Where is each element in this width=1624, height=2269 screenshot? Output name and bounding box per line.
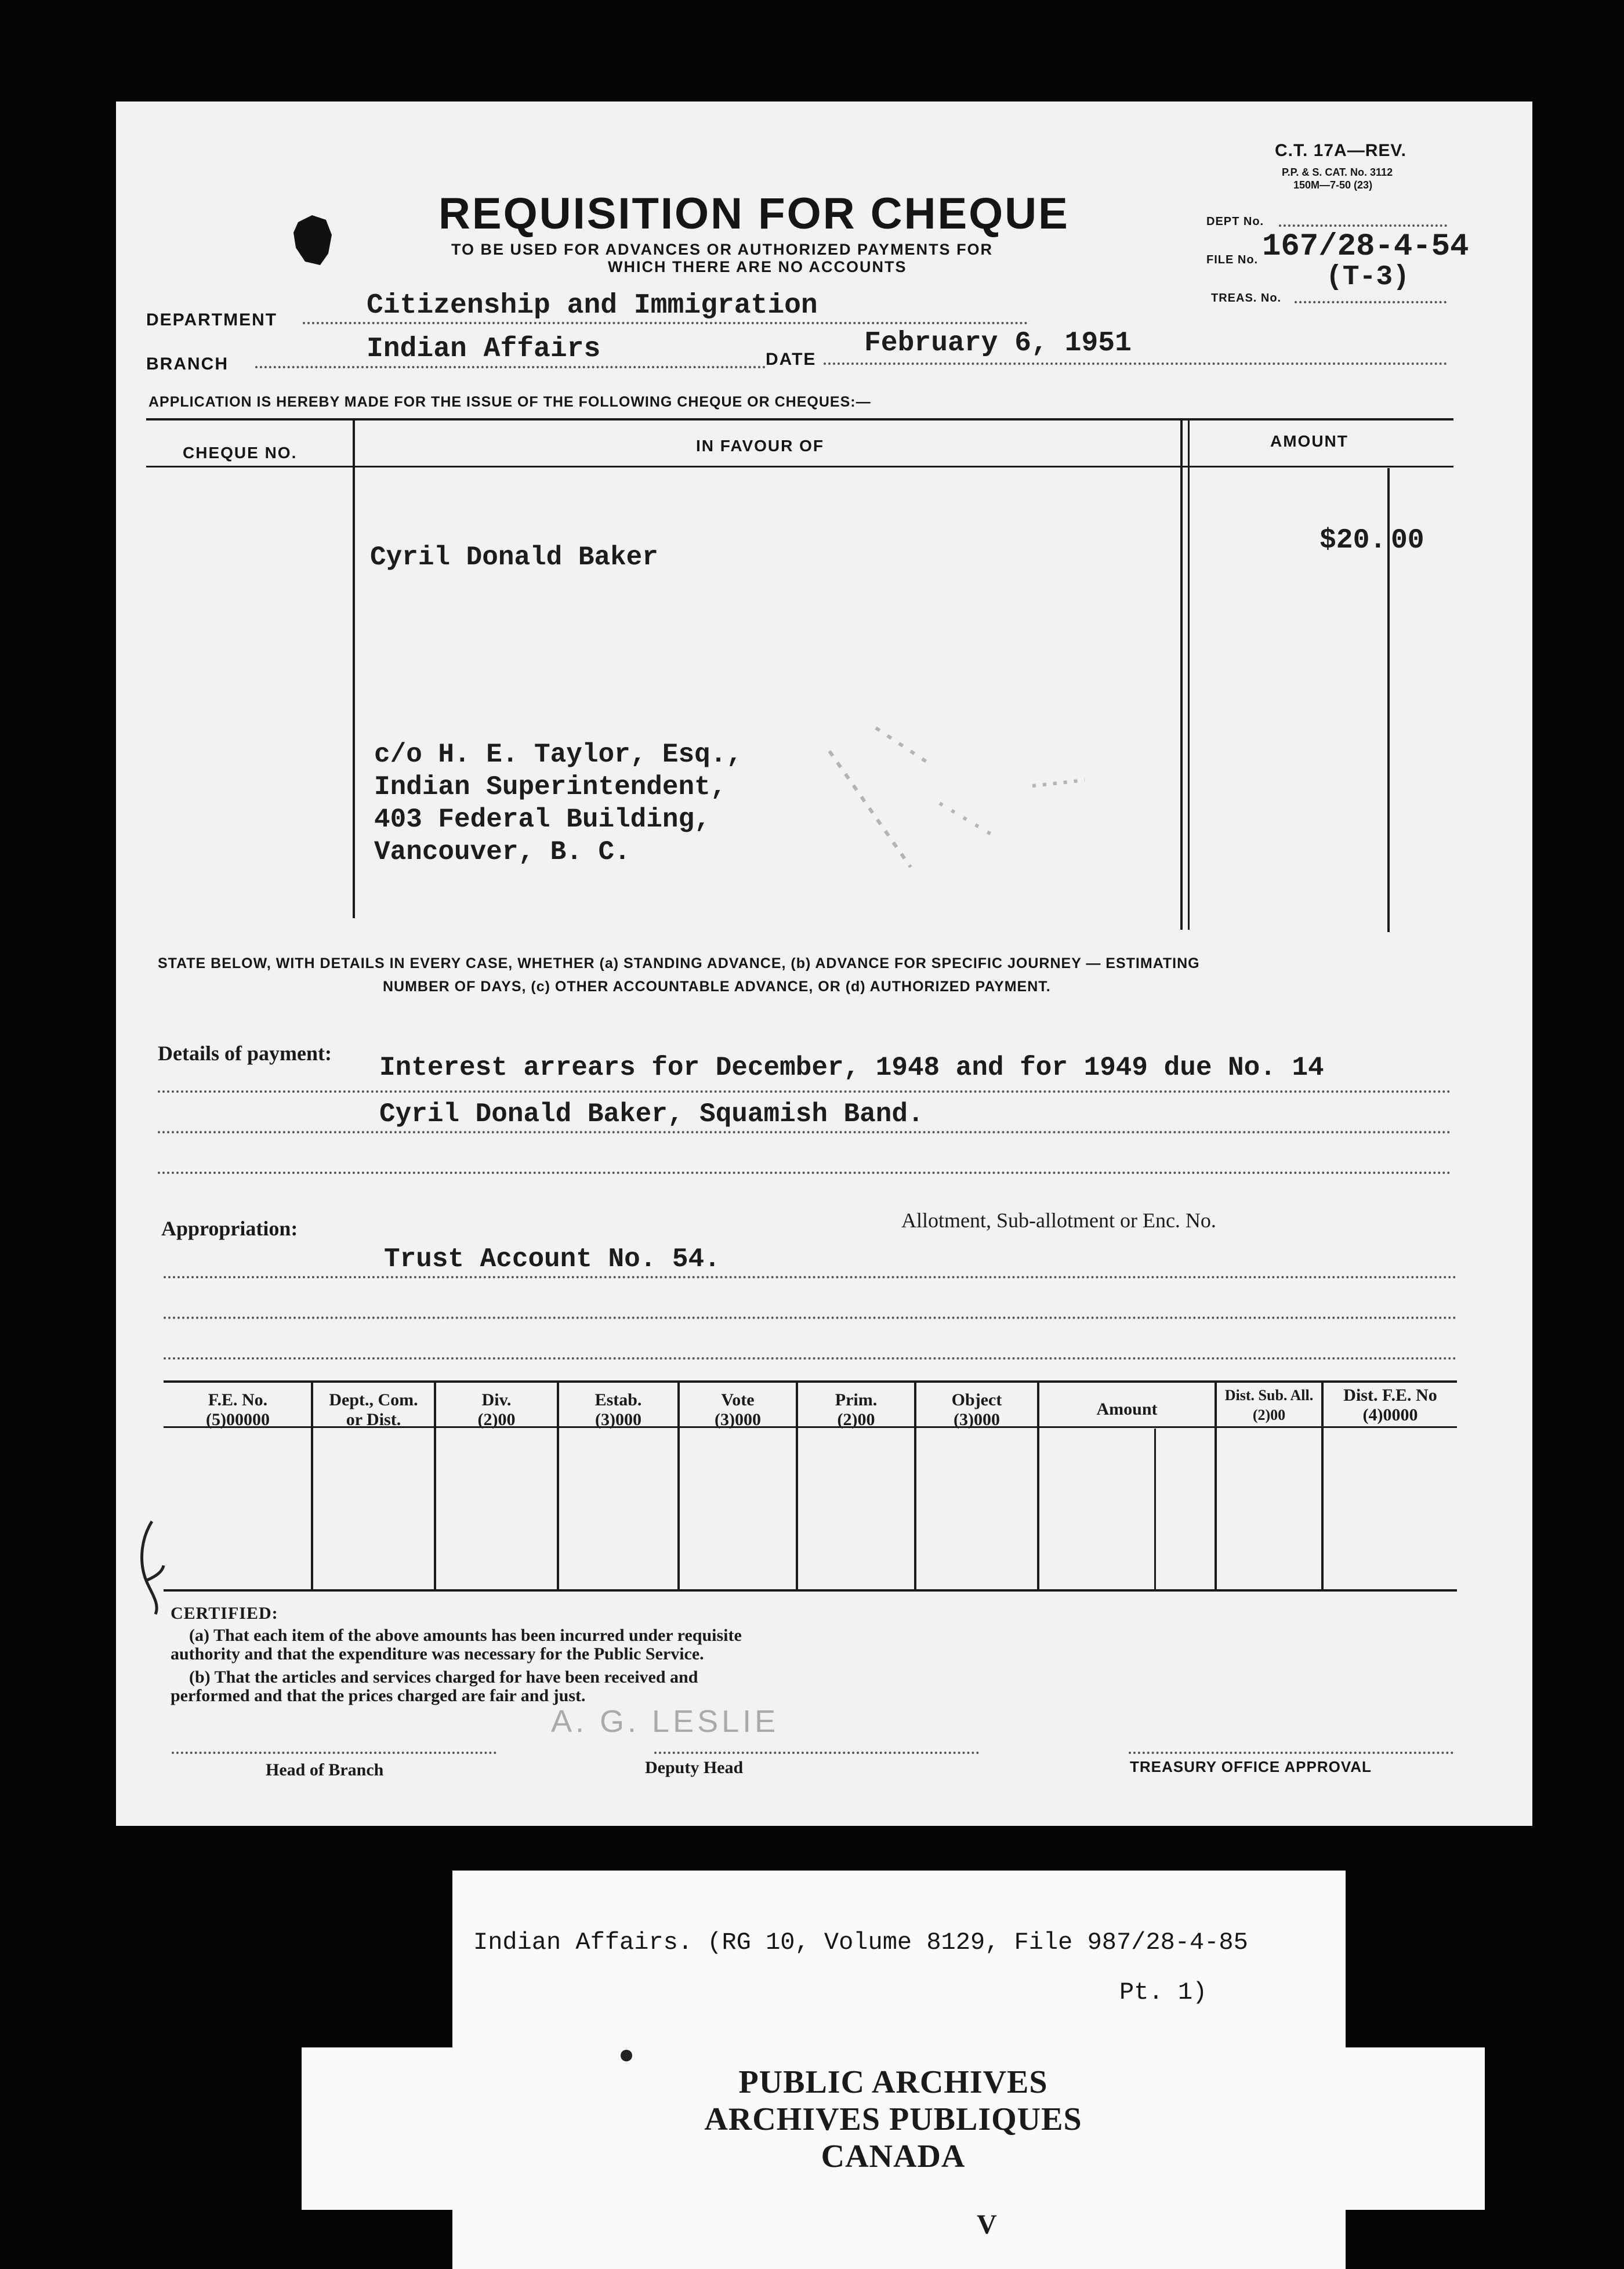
department-label: DEPARTMENT — [146, 310, 278, 329]
certified-a-line-2: authority and that the expenditure was necessary for the Public Service. — [171, 1644, 704, 1663]
print-run: 150M—7-50 (23) — [1293, 179, 1373, 191]
requisition-form — [116, 102, 1532, 1826]
signature-stamp: A. G. LESLIE — [551, 1704, 780, 1739]
treas-no-label: TREAS. No. — [1211, 292, 1282, 305]
appropriation-label: Appropriation: — [161, 1217, 298, 1240]
coding-col-dist-fe-no: Dist. F.E. No (4)0000 — [1343, 1386, 1437, 1425]
file-no-value: 167/28-4-54 — [1262, 229, 1469, 264]
address-line-1: c/o H. E. Taylor, Esq., — [374, 740, 742, 770]
branch-label: BRANCH — [146, 354, 229, 374]
catalogue-number: P.P. & S. CAT. No. 3112 — [1282, 166, 1393, 178]
certified-b-line-2: performed and that the prices charged are fair and just. — [171, 1686, 586, 1705]
application-statement: APPLICATION IS HEREBY MADE FOR THE ISSUE OF THE FOLLOWING CHEQUE OR CHEQUES:— — [148, 394, 871, 410]
certified-title: CERTIFIED: — [171, 1604, 278, 1623]
payee-name[interactable]: Cyril Donald Baker — [370, 542, 658, 572]
coding-col-vote: Vote (3)000 — [715, 1390, 761, 1429]
address-line-3: 403 Federal Building, — [374, 804, 710, 835]
form-code: C.T. 17A—REV. — [1275, 141, 1406, 160]
details-line-2[interactable]: Cyril Donald Baker, Squamish Band. — [379, 1099, 924, 1129]
appropriation-field[interactable]: Trust Account No. 54. — [384, 1244, 720, 1274]
head-of-branch-label: Head of Branch — [266, 1760, 384, 1779]
archive-bottom-card — [452, 2204, 1346, 2269]
certified-a-line-1: (a) That each item of the above amounts has been incurred under requisite — [189, 1626, 742, 1645]
coding-col-amount: Amount — [1096, 1400, 1158, 1419]
archive-reference-line-1: Indian Affairs. (RG 10, Volume 8129, File 987/28-4-85 — [473, 1929, 1248, 1956]
archives-en: PUBLIC ARCHIVES — [738, 2064, 1048, 2100]
ink-speck — [615, 2047, 638, 2065]
amount-cents[interactable]: 00 — [1391, 525, 1424, 556]
faint-stamp — [812, 716, 1137, 925]
archive-reference-card — [452, 1871, 1346, 2068]
file-no-label: FILE No. — [1206, 253, 1259, 266]
archives-country: CANADA — [821, 2138, 966, 2174]
table-top-border — [146, 418, 1453, 421]
details-line-1[interactable]: Interest arrears for December, 1948 and for 1949 due No. 14 — [379, 1053, 1324, 1083]
coding-table-top — [164, 1380, 1457, 1383]
treasury-approval-label: TREASURY OFFICE APPROVAL — [1130, 1758, 1372, 1775]
form-subtitle-1: TO BE USED FOR ADVANCES OR AUTHORIZED PAYMENTS FOR — [451, 241, 994, 258]
archive-reference-line-2: Pt. 1) — [1119, 1978, 1208, 2006]
date-field[interactable]: February 6, 1951 — [864, 328, 1132, 359]
col-amount: AMOUNT — [1270, 432, 1348, 450]
coding-col-estab: Estab. (3)000 — [594, 1390, 642, 1429]
archives-stamp-card — [302, 2047, 1485, 2210]
state-below-line-1: STATE BELOW, WITH DETAILS IN EVERY CASE, WHETHER (a) STANDING ADVANCE, (b) ADVANCE FOR SPECIFIC JOURNEY — ESTIMATING — [158, 955, 1200, 972]
allotment-label: Allotment, Sub-allotment or Enc. No. — [901, 1209, 1216, 1232]
coding-col-object: Object (3)000 — [951, 1390, 1002, 1429]
coding-col-div: Div. (2)00 — [477, 1390, 516, 1429]
table-header-border — [146, 466, 1453, 467]
form-title: REQUISITION FOR CHEQUE — [438, 189, 1070, 238]
bottom-mark: V — [977, 2209, 997, 2240]
col-in-favour-of: IN FAVOUR OF — [696, 437, 825, 455]
department-field[interactable]: Citizenship and Immigration — [367, 290, 818, 321]
archives-fr: ARCHIVES PUBLIQUES — [704, 2101, 1082, 2137]
amount-dollars[interactable]: $20. — [1320, 525, 1387, 556]
pencil-mark — [129, 1517, 169, 1621]
address-line-4: Vancouver, B. C. — [374, 837, 630, 867]
branch-field[interactable]: Indian Affairs — [367, 334, 601, 365]
form-subtitle-2: WHICH THERE ARE NO ACCOUNTS — [608, 258, 907, 276]
address-line-2: Indian Superintendent, — [374, 772, 727, 802]
details-label: Details of payment: — [158, 1042, 332, 1065]
ink-blot — [290, 212, 336, 270]
col-cheque-no: CHEQUE NO. — [183, 444, 298, 462]
favour-divider — [1180, 419, 1183, 930]
file-no-sub: (T-3) — [1326, 262, 1410, 293]
coding-col-fe-no: F.E. No. (5)00000 — [206, 1390, 270, 1429]
coding-col-dist-sub-all: Dist. Sub. All. (2)00 — [1224, 1387, 1314, 1423]
dept-no-label: DEPT No. — [1206, 215, 1264, 228]
coding-col-prim: Prim. (2)00 — [835, 1390, 878, 1429]
cents-divider — [1387, 468, 1390, 932]
state-below-line-2: NUMBER OF DAYS, (c) OTHER ACCOUNTABLE ADVANCE, OR (d) AUTHORIZED PAYMENT. — [383, 978, 1051, 995]
certified-b-line-1: (b) That the articles and services charged for have been received and — [189, 1668, 698, 1687]
coding-table-bottom — [164, 1589, 1457, 1592]
date-label: DATE — [766, 350, 817, 369]
deputy-head-label: Deputy Head — [645, 1758, 744, 1777]
cheque-no-divider — [353, 419, 355, 918]
coding-col-dept: Dept., Com. or Dist. — [329, 1390, 418, 1429]
